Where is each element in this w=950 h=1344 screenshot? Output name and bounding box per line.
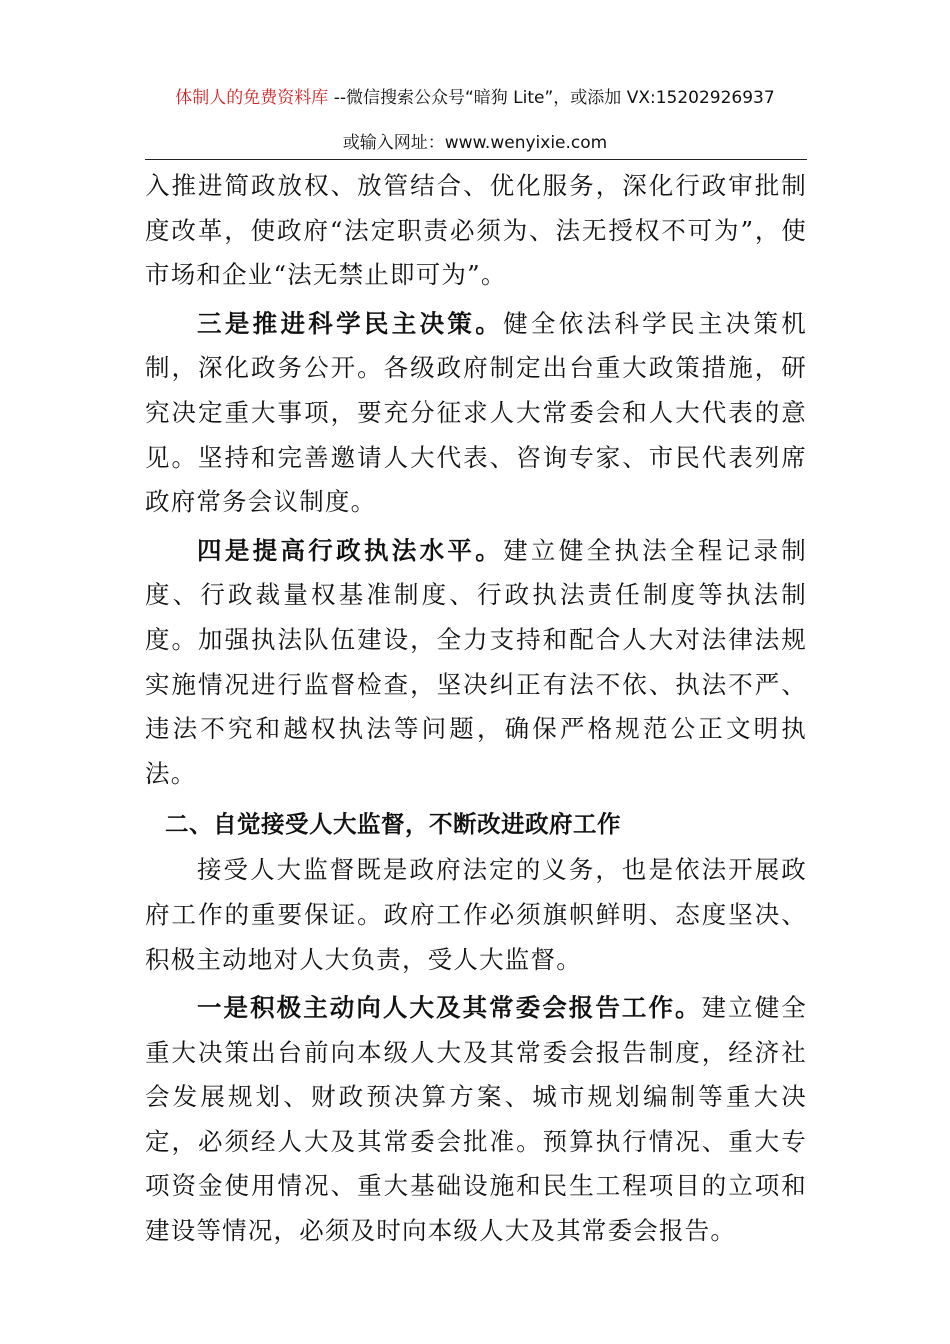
- paragraph-1: 入推进简政放权、放管结合、优化服务，深化行政审批制度改革，使政府“法定职责必须为、法无授权不可为”，使市场和企业“法无禁止即可为”。: [145, 171, 807, 290]
- paragraph-5-lead: 一是积极主动向人大及其常委会报告工作。: [197, 993, 702, 1023]
- paragraph-3-lead: 四是提高行政执法水平。: [197, 535, 504, 565]
- paragraph-2-text: 健全依法科学民主决策机制，深化政务公开。各级政府制定出台重大政策措施，研究决定重大事项，要充分征求人大常委会和人大代表的意见。坚持和完善邀请人大代表、咨询专家、市民代表列席政府常务会议制度。: [145, 308, 807, 517]
- header-contact: --微信搜索公众号“暗狗 Lite”，或添加 VX:15202926937: [328, 88, 775, 108]
- paragraph-3-text: 建立健全执法全程记录制度、行政裁量权基准制度、行政执法责任制度等执法制度。加强执法队伍建设，全力支持和配合人大对法律法规实施情况进行监督检查，坚决纠正有法不依、执法不严、违法不究和越权执法等问题，确保严格规范公正文明执法。: [145, 535, 807, 788]
- header-divider: [145, 159, 807, 160]
- header-brand: 体制人的免费资料库: [175, 88, 329, 108]
- header-url-line: 或输入网址：www.wenyixie.com: [342, 133, 608, 153]
- paragraph-3: [145, 529, 807, 797]
- paragraph-2: [145, 302, 807, 525]
- promo-header: [0, 86, 950, 110]
- section-heading-2: 二、自觉接受人大监督，不断改进政府工作: [165, 810, 621, 839]
- paragraph-4: 接受人大监督既是政府法定的义务，也是依法开展政府工作的重要保证。政府工作必须旗帜鲜明、态度坚决、积极主动地对人大负责，受人大监督。: [145, 855, 807, 974]
- paragraph-5: [145, 986, 807, 1254]
- paragraph-5-text: 建立健全重大决策出台前向本级人大及其常委会报告制度，经济社会发展规划、财政预决算方案、城市规划编制等重大决定，必须经人大及其常委会批准。预算执行情况、重大专项资金使用情况、重大基础设施和民生工程项目的立项和建设等情况，必须及时向本级人大及其常委会报告。: [145, 993, 807, 1246]
- paragraph-2-lead: 三是推进科学民主决策。: [197, 308, 504, 338]
- document-body: [145, 164, 807, 1254]
